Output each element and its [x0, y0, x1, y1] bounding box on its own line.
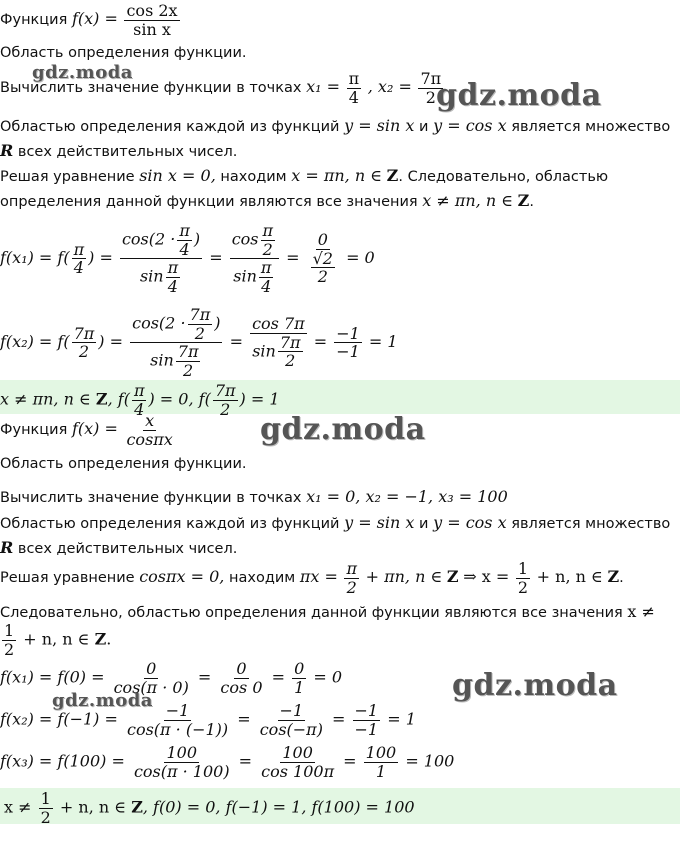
set-r-symbol: R [0, 141, 14, 160]
p1-domain-title: Область определения функции. [0, 45, 247, 61]
den: 2 [194, 323, 205, 343]
p2-all-real-line [0, 538, 237, 558]
den: cos 100π [261, 761, 335, 781]
solve-arrow: ⇒ x = [463, 567, 510, 587]
num [130, 306, 222, 343]
den: 1 [294, 677, 305, 697]
num [120, 222, 202, 259]
text: sin [252, 341, 276, 361]
den: 4 [73, 258, 84, 278]
den [307, 250, 339, 286]
solve-text-a: Решая уравнение [0, 570, 135, 587]
inner-fraction [177, 222, 192, 258]
text: sin [233, 266, 257, 286]
p1-equation-2: f(x₂) = f( $\frac{7\pi}{2}$ ) = cos(2 · $\frac{7\pi}{2}$ ) sin $\frac{7\pi}{2}$ = cos 7π sin $\frac{7\pi}{2}$ = $\frac{-1}{-1}$ = 1 [0, 305, 398, 380]
fraction-numerator: cos 2x [126, 1, 178, 20]
eq-lhs: f(x₂) = f(−1) = [0, 709, 118, 729]
den: cos 0 [220, 677, 263, 697]
den: 2 [4, 639, 15, 659]
compute-text: Вычислить значение функции в точках [0, 490, 302, 506]
text: cos(2 · [132, 313, 186, 333]
inner-fraction [259, 259, 274, 295]
watermark-logo: gdz.moda [52, 690, 153, 711]
conclusion-dot: . [106, 629, 112, 649]
eq-arg-fraction [72, 325, 97, 361]
inner-fraction [176, 343, 201, 379]
solve-fraction-1 [344, 560, 359, 596]
inner-fraction [188, 306, 213, 342]
set-z-symbol: Z [131, 797, 143, 817]
den: 2 [285, 351, 296, 371]
eq-fraction-2 [258, 702, 325, 738]
den [231, 259, 277, 295]
p1-all-real-line [0, 141, 237, 161]
domain-and: и [419, 516, 429, 532]
eq-fraction-2 [259, 744, 336, 780]
inner-fraction [278, 334, 303, 370]
answer-text-b: , f(0) = 0, f(−1) = 1, f(100) = 100 [142, 797, 415, 817]
num: 7π [189, 305, 211, 324]
den: cos(π · (−1)) [127, 719, 229, 739]
eq-end: = 100 [405, 751, 455, 771]
eq-lhs: f(x₃) = f(100) = [0, 751, 125, 771]
num: π [179, 221, 190, 240]
fraction-denominator: sin x [133, 19, 171, 39]
period: . [529, 194, 534, 210]
solve-end: + n, n ∈ [536, 567, 603, 587]
num: π [73, 239, 85, 259]
num: π [133, 381, 145, 400]
eq-fraction-1 [120, 222, 202, 295]
num: 100 [365, 743, 397, 762]
num: 100 [166, 743, 198, 762]
p1-answer-box [0, 380, 680, 419]
function-lhs: f(x) = [71, 9, 118, 29]
function-fraction [124, 412, 174, 448]
solve-equation: sin x = 0, [139, 166, 216, 185]
num [230, 222, 279, 259]
solve-lhs: πx = [299, 567, 338, 587]
watermark-logo: gdz.moda [452, 668, 618, 703]
den: 2 [78, 342, 90, 362]
solve-dot: . [619, 570, 624, 587]
domain-and: и [419, 119, 429, 135]
den: 4 [261, 276, 272, 296]
p2-equation-2: f(x₂) = f(−1) = $\frac{-1}{\cos(\pi \cdot (-1))}$ = $\frac{-1}{\cos(-\pi)}$ = $\frac{-1}{-1}$ = 1 [0, 701, 416, 739]
eq-fraction-1 [130, 306, 222, 379]
compute-text: Вычислить значение функции в точках [0, 80, 302, 97]
conclusion-x: x ≠ [627, 602, 655, 621]
eq-fraction-2 [250, 315, 307, 370]
solve-result: x = πn, n ∈ [291, 166, 383, 185]
conclusion-text: определения данной функции являются все значения [0, 194, 418, 210]
answer-fraction [39, 790, 53, 826]
x2-numerator: 7π [420, 69, 442, 88]
fraction-numerator: x [145, 411, 155, 430]
function-fraction [124, 2, 179, 38]
eq-fraction-2 [230, 222, 279, 295]
all-real-text: всех действительных чисел. [17, 541, 238, 557]
p1-conclusion-line [0, 191, 534, 211]
domain-each-text-b: является множество [511, 516, 671, 532]
eq-mid: ) = [98, 332, 124, 352]
den: cos(−π) [259, 719, 323, 739]
num: 7π [279, 332, 301, 352]
conclusion-fraction [2, 622, 16, 658]
all-real-text: всех действительных чисел. [17, 144, 238, 160]
eq-lhs: f(x₁) = f(0) = [0, 667, 105, 687]
x1-denominator: 4 [348, 87, 359, 107]
answer-text-d: ) = 1 [239, 389, 280, 409]
den: −1 [354, 719, 379, 739]
num: 0 [146, 659, 157, 678]
p2-compute-line [0, 487, 508, 507]
num: π [260, 258, 272, 278]
set-z-symbol: Z [386, 166, 399, 185]
num: −1 [354, 701, 379, 720]
conclusion-text: Следовательно, областью определения данной функции являются все значения [0, 605, 623, 621]
text: ) [214, 313, 221, 333]
answer-text-c: ) = 0, f( [148, 389, 211, 409]
num: −1 [279, 701, 304, 720]
answer-x: x ≠ [4, 797, 32, 817]
p2-answer-line [4, 790, 415, 826]
eq-fraction-3 [364, 744, 399, 780]
watermark-logo: gdz.moda [32, 62, 133, 83]
eq-fraction-1 [132, 744, 232, 780]
set-z-symbol: Z [446, 567, 459, 587]
conclusion-result: x ≠ πn, n ∈ [422, 191, 514, 210]
function-word: Функция [0, 422, 68, 439]
text: cos(2 · [121, 229, 176, 249]
eq-mid: ) = [88, 248, 113, 268]
eq-end: = 0 [313, 667, 343, 687]
p2-equation-3: f(x₃) = f(100) = $\frac{100}{\cos(\pi \cdot 100)}$ = $\frac{100}{\cos 100\pi}$ = $\frac{100}{1}$ = 100 [0, 743, 455, 781]
den [250, 334, 306, 370]
eq-lhs: f(x₂) = f( [0, 332, 70, 352]
solve-mid: + πn, n ∈ [365, 567, 443, 587]
den: 1 [375, 761, 387, 781]
text: sin [139, 266, 164, 286]
num: 7π [214, 381, 236, 400]
inner-fraction [261, 222, 276, 258]
solve-equation: cosπx = 0, [139, 567, 225, 587]
function-word: Функция [0, 12, 68, 29]
den: 4 [167, 276, 178, 296]
x1-fraction [347, 70, 362, 106]
conclusion-b: + n, n ∈ [23, 629, 90, 649]
domain-func-sin: y = sin x [344, 116, 415, 135]
p1-domain-each-line [0, 116, 670, 136]
eq-fraction-2 [218, 660, 264, 696]
domain-func-sin: y = sin x [344, 513, 415, 532]
den: 2 [183, 360, 194, 380]
inner-fraction [166, 259, 181, 295]
watermark-logo: gdz.moda [436, 78, 602, 113]
x1-label: x₁ = [306, 77, 341, 97]
den: 4 [179, 239, 190, 259]
num: 7π [177, 342, 199, 362]
points: x₁ = 0, x₂ = −1, x₃ = 100 [306, 487, 508, 506]
solve-fraction-2 [516, 560, 530, 596]
function-lhs: f(x) = [71, 419, 118, 439]
num: 1 [40, 789, 51, 808]
p2-domain-title: Область определения функции. [0, 456, 247, 472]
den: 2 [220, 399, 231, 419]
domain-each-text-a: Областью определения каждой из функций [0, 516, 340, 532]
den: 2 [317, 267, 328, 287]
solve-text-a: Решая уравнение [0, 169, 135, 185]
eq-lhs: f(x₁) = f( [0, 248, 70, 268]
set-z-symbol: Z [94, 629, 107, 649]
p1-equation-1: f(x₁) = f( $\frac{\pi}{4}$ ) = cos(2 · $\frac{\pi}{4}$ ) sin $\frac{\pi}{4}$ = cos $\frac{\pi}{2}$ sin $\frac{\pi}{4}$ = $\frac{0}{\frac{√2}{2}}$ = 0 [0, 221, 375, 296]
watermark-logo: gdz.moda [260, 412, 426, 447]
num: √2 [312, 248, 333, 268]
x1-numerator: π [348, 69, 360, 88]
set-z-symbol: Z [517, 191, 530, 210]
num: −1 [336, 323, 360, 343]
den [138, 259, 184, 295]
set-z-symbol: Z [607, 567, 620, 587]
set-z-symbol: Z [95, 389, 108, 409]
den: cos(π · 0) [113, 677, 189, 697]
text: sin [150, 350, 174, 370]
p2-solve-line [0, 560, 624, 596]
num: 1 [4, 621, 15, 640]
den: 2 [346, 577, 357, 597]
num: π [262, 221, 274, 240]
p1-function-line [0, 2, 182, 38]
p2-domain-each-line [0, 513, 670, 533]
p2-conclusion-cont [0, 622, 111, 658]
den: 2 [517, 577, 529, 597]
domain-func-cos: y = cos x [433, 513, 507, 532]
num: 1 [517, 559, 529, 578]
domain-each-text-b: является множество [511, 119, 671, 135]
p2-equation-1: f(x₁) = f(0) = $\frac{0}{\cos(\pi \cdot 0)}$ = $\frac{0}{\cos 0}$ = $\frac{0}{1}$ = 0 [0, 659, 343, 697]
inner-fraction [311, 250, 335, 286]
solve-text-c: . Следовательно, областью [398, 169, 609, 185]
den: −1 [336, 342, 360, 362]
set-r-symbol: R [0, 538, 14, 557]
den: 2 [40, 807, 51, 827]
num: 0 [317, 230, 328, 250]
num: 0 [236, 659, 247, 678]
p1-solve-line [0, 166, 608, 186]
eq-fraction-3 [307, 231, 339, 286]
num: 100 [282, 743, 313, 762]
num: 7π [73, 323, 95, 343]
fraction-denominator: cosπx [126, 429, 173, 449]
answer-fraction-2 [213, 382, 238, 418]
eq-end: = 0 [346, 248, 375, 268]
domain-func-cos: y = cos x [433, 116, 507, 135]
solve-text-b: находим [220, 169, 287, 185]
solve-text-b: находим [229, 570, 296, 587]
den: 4 [134, 399, 145, 419]
eq-fraction-3 [334, 325, 362, 361]
den: cos(π · 100) [133, 761, 230, 781]
eq-arg-fraction [72, 241, 87, 277]
den [148, 343, 204, 379]
p2-conclusion-line [0, 602, 655, 622]
num: π [346, 559, 357, 578]
domain-each-text-a: Областью определения каждой из функций [0, 119, 340, 135]
eq-fraction-3 [292, 660, 306, 696]
p2-answer-box [0, 788, 680, 827]
num: −1 [165, 701, 190, 720]
num: π [167, 258, 179, 278]
text: cos [231, 229, 259, 249]
eq-end: = 1 [368, 332, 398, 352]
answer-text-a: + n, n ∈ [59, 797, 127, 817]
answer-text-a: x ≠ πn, n ∈ [0, 389, 91, 409]
den: 2 [262, 239, 273, 259]
eq-fraction-3 [353, 702, 381, 738]
eq-end: = 1 [387, 709, 416, 729]
num: 0 [294, 659, 305, 678]
x2-label: , x₂ = [367, 77, 412, 97]
p2-function-line [0, 412, 177, 448]
answer-text-b: , f( [107, 389, 130, 409]
num: cos 7π [252, 314, 305, 334]
x2-denominator: 2 [425, 87, 436, 107]
text: ) [193, 229, 201, 249]
